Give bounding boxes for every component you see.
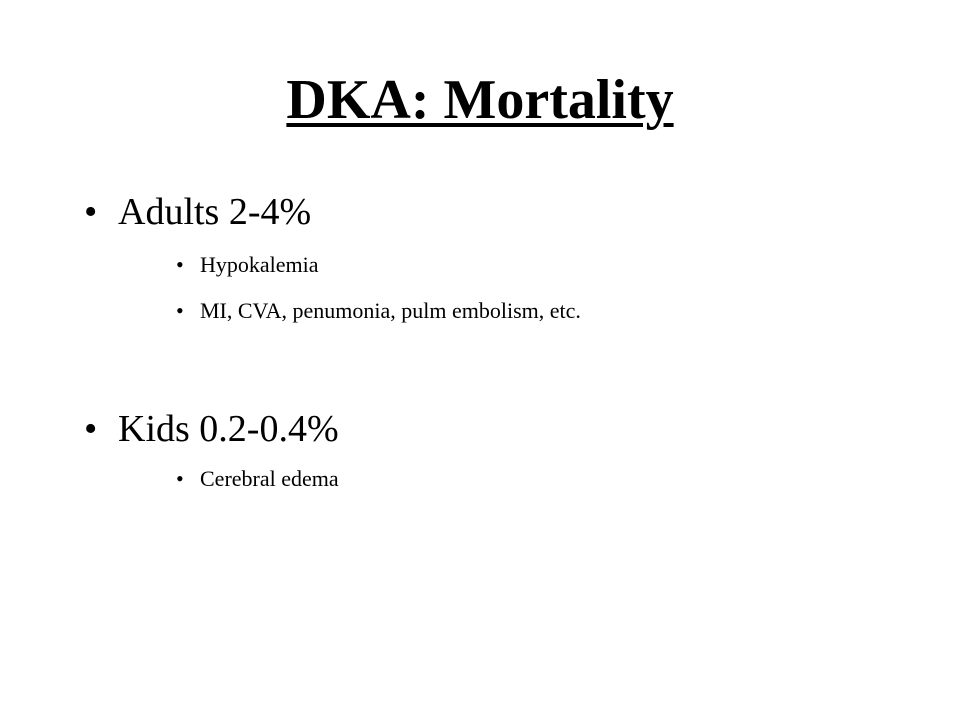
bullet-glyph: • [84,408,98,450]
bullet-text: Adults 2-4% [118,191,312,233]
sub-bullet-text: Cerebral edema [200,466,339,491]
bullet-text: Kids 0.2-0.4% [118,408,339,450]
bullet-glyph: • [84,191,98,233]
sub-bullet-glyph: • [176,466,184,491]
bullet-item-adults [84,193,311,231]
sub-bullet-text: Hypokalemia [200,252,319,277]
slide-title-text: DKA: Mortality [286,69,674,131]
sub-bullet-item [176,254,319,276]
sub-bullet-item [176,300,581,322]
sub-bullet-item [176,468,339,490]
sub-bullet-text: MI, CVA, penumonia, pulm embolism, etc. [200,298,581,323]
bullet-item-kids [84,410,339,448]
sub-bullet-glyph: • [176,298,184,323]
sub-bullet-glyph: • [176,252,184,277]
